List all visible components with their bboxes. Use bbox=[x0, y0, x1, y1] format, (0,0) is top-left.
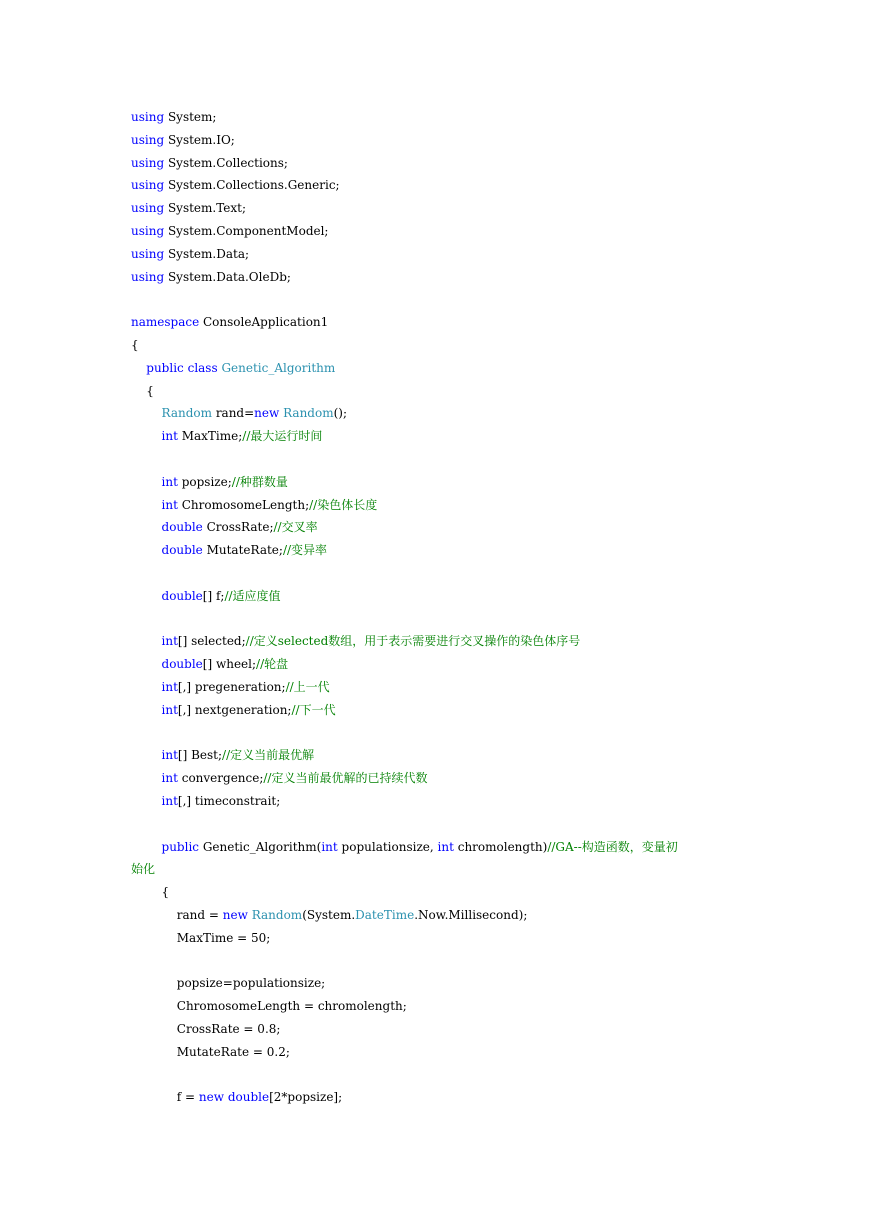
code-text: System.Data; bbox=[164, 246, 250, 261]
code-text: MutateRate; bbox=[202, 543, 283, 558]
code-type-name: Random bbox=[283, 406, 334, 421]
code-keyword: int bbox=[437, 839, 454, 854]
code-comment: //染色体长度 bbox=[309, 497, 378, 512]
code-text: [] f; bbox=[202, 588, 225, 603]
code-text: MutateRate = 0.2; bbox=[131, 1044, 290, 1059]
code-line bbox=[131, 858, 751, 881]
code-keyword: double bbox=[227, 1090, 270, 1105]
code-text: ConsoleApplication1 bbox=[199, 315, 329, 330]
code-line bbox=[131, 881, 751, 904]
code-text bbox=[131, 406, 162, 420]
code-line bbox=[131, 836, 751, 859]
code-line bbox=[131, 813, 751, 836]
code-line bbox=[131, 653, 751, 676]
code-text: [,] timeconstrait; bbox=[177, 793, 281, 808]
code-line bbox=[131, 1018, 751, 1041]
code-text: ChromosomeLength = chromolength; bbox=[131, 999, 407, 1014]
code-text: { bbox=[131, 337, 139, 352]
code-keyword: double bbox=[161, 520, 203, 535]
code-comment: //种群数量 bbox=[231, 474, 288, 489]
code-keyword: using bbox=[131, 269, 165, 284]
code-text bbox=[131, 657, 162, 671]
code-keyword: int bbox=[161, 474, 178, 489]
code-keyword: using bbox=[131, 110, 165, 124]
code-line bbox=[131, 972, 751, 995]
code-text: f = bbox=[131, 1090, 199, 1105]
code-text: [,] nextgeneration; bbox=[177, 702, 292, 717]
code-line bbox=[131, 334, 751, 357]
code-text bbox=[131, 520, 162, 534]
code-text bbox=[131, 840, 162, 854]
code-text: [] Best; bbox=[177, 748, 223, 763]
code-keyword: double bbox=[161, 588, 203, 603]
code-text: { bbox=[131, 383, 154, 398]
code-keyword: namespace bbox=[131, 315, 200, 330]
code-keyword: new bbox=[222, 907, 248, 922]
code-text bbox=[131, 748, 162, 762]
code-line bbox=[131, 767, 751, 790]
code-line bbox=[131, 220, 751, 243]
code-text: popsize; bbox=[177, 474, 232, 489]
code-keyword: using bbox=[131, 155, 165, 170]
code-text: populationsize, bbox=[337, 839, 438, 854]
code-text: ChromosomeLength; bbox=[177, 497, 310, 512]
code-line bbox=[131, 494, 751, 517]
code-keyword: int bbox=[161, 679, 178, 694]
code-text: [] selected; bbox=[177, 634, 246, 649]
code-keyword: public bbox=[161, 839, 200, 854]
code-text: CrossRate = 0.8; bbox=[131, 1021, 281, 1036]
code-keyword: int bbox=[161, 748, 178, 763]
code-line bbox=[131, 1086, 751, 1109]
code-line bbox=[131, 722, 751, 745]
code-text bbox=[131, 680, 162, 694]
code-line bbox=[131, 152, 751, 175]
code-type-name: DateTime bbox=[355, 907, 415, 922]
code-text: rand= bbox=[212, 406, 255, 421]
code-line bbox=[131, 311, 751, 334]
code-comment: //定义selected数组，用于表示需要进行交叉操作的染色体序号 bbox=[245, 634, 581, 649]
code-keyword: double bbox=[161, 657, 203, 672]
code-text bbox=[131, 771, 162, 785]
code-type-name: Genetic_Algorithm bbox=[221, 360, 336, 375]
code-comment: //变异率 bbox=[282, 543, 328, 558]
code-comment: //上一代 bbox=[285, 679, 330, 694]
code-text: System; bbox=[164, 110, 217, 124]
code-line bbox=[131, 448, 751, 471]
code-text: rand = bbox=[131, 907, 223, 922]
code-type-name: Random bbox=[251, 907, 303, 922]
code-text bbox=[131, 429, 162, 443]
code-line bbox=[131, 699, 751, 722]
code-keyword: class bbox=[187, 360, 218, 375]
code-text: convergence; bbox=[177, 771, 264, 786]
code-keyword: int bbox=[161, 429, 178, 444]
code-keyword: using bbox=[131, 201, 165, 216]
code-line bbox=[131, 243, 751, 266]
code-comment: //轮盘 bbox=[256, 657, 289, 672]
code-text: System.Collections; bbox=[164, 155, 288, 170]
code-line bbox=[131, 1063, 751, 1086]
code-line bbox=[131, 516, 751, 539]
code-text: System.ComponentModel; bbox=[164, 223, 329, 238]
code-line bbox=[131, 608, 751, 631]
code-comment: //适应度值 bbox=[224, 588, 281, 603]
code-text bbox=[131, 475, 162, 489]
code-listing bbox=[131, 106, 751, 1109]
code-text bbox=[131, 498, 162, 512]
code-keyword: new bbox=[254, 406, 280, 421]
code-text: [,] pregeneration; bbox=[177, 679, 286, 694]
code-line bbox=[131, 995, 751, 1018]
code-text bbox=[131, 794, 162, 808]
code-type-name: Random bbox=[161, 406, 212, 421]
code-keyword: using bbox=[131, 132, 165, 147]
code-line bbox=[131, 539, 751, 562]
code-text bbox=[131, 634, 162, 648]
code-text: (System. bbox=[302, 907, 356, 922]
code-text: System.Text; bbox=[164, 201, 247, 216]
code-line bbox=[131, 197, 751, 220]
code-text: .Now.Millisecond); bbox=[414, 907, 528, 922]
code-line bbox=[131, 927, 751, 950]
code-comment: 始化 bbox=[131, 862, 156, 877]
code-keyword: int bbox=[161, 634, 178, 649]
code-keyword: int bbox=[161, 497, 178, 512]
code-keyword: int bbox=[161, 771, 178, 786]
code-line bbox=[131, 357, 751, 380]
code-text: popsize=populationsize; bbox=[131, 976, 326, 991]
code-line bbox=[131, 585, 751, 608]
code-text bbox=[131, 543, 162, 557]
code-keyword: using bbox=[131, 178, 165, 193]
code-comment: //最大运行时间 bbox=[242, 429, 323, 444]
code-keyword: public bbox=[146, 360, 184, 375]
code-line bbox=[131, 630, 751, 653]
code-text bbox=[131, 589, 162, 603]
code-line bbox=[131, 174, 751, 197]
code-line bbox=[131, 402, 751, 425]
code-line bbox=[131, 425, 751, 448]
code-text bbox=[131, 361, 146, 375]
code-text: System.IO; bbox=[164, 132, 235, 147]
code-text: [2*popsize]; bbox=[269, 1090, 343, 1105]
code-text: [] wheel; bbox=[202, 657, 257, 672]
code-comment: //下一代 bbox=[291, 702, 336, 717]
code-line bbox=[131, 266, 751, 289]
code-text: System.Data.OleDb; bbox=[164, 269, 291, 284]
code-line bbox=[131, 106, 751, 129]
code-text: MaxTime = 50; bbox=[131, 930, 271, 945]
code-keyword: int bbox=[161, 702, 178, 717]
code-keyword: double bbox=[161, 543, 203, 558]
code-line bbox=[131, 471, 751, 494]
code-line bbox=[131, 904, 751, 927]
code-text: Genetic_Algorithm( bbox=[199, 839, 322, 854]
code-text: chromolength) bbox=[453, 839, 548, 854]
code-comment: //定义当前最优解的已持续代数 bbox=[263, 771, 428, 786]
code-text: (); bbox=[333, 406, 347, 421]
code-line bbox=[131, 380, 751, 403]
code-text: System.Collections.Generic; bbox=[164, 178, 340, 193]
code-keyword: using bbox=[131, 223, 165, 238]
code-line bbox=[131, 949, 751, 972]
code-text: { bbox=[131, 885, 170, 900]
code-line bbox=[131, 562, 751, 585]
code-keyword: using bbox=[131, 246, 165, 261]
code-line bbox=[131, 676, 751, 699]
code-line bbox=[131, 288, 751, 311]
code-line bbox=[131, 790, 751, 813]
code-text: CrossRate; bbox=[202, 520, 274, 535]
code-line bbox=[131, 744, 751, 767]
code-text bbox=[131, 703, 162, 717]
code-comment: //交叉率 bbox=[273, 520, 318, 535]
code-comment: //定义当前最优解 bbox=[222, 748, 315, 763]
code-keyword: int bbox=[161, 793, 178, 808]
code-line bbox=[131, 1041, 751, 1064]
code-keyword: new bbox=[198, 1090, 225, 1105]
code-keyword: int bbox=[321, 839, 338, 854]
code-comment: //GA--构造函数，变量初 bbox=[547, 839, 678, 854]
code-text: MaxTime; bbox=[177, 429, 243, 444]
code-line bbox=[131, 129, 751, 152]
